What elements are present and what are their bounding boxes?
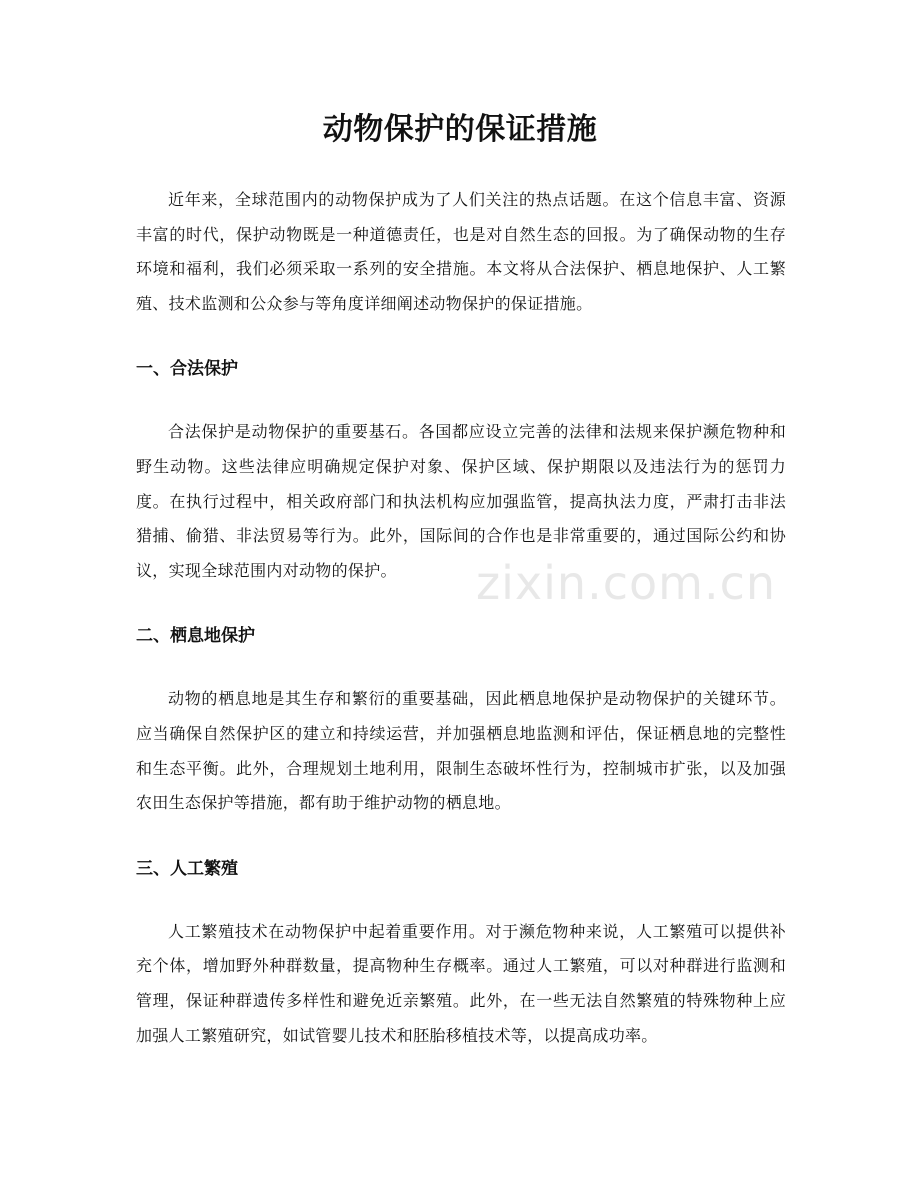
intro-paragraph: 近年来，全球范围内的动物保护成为了人们关注的热点话题。在这个信息丰富、资源丰富的时代，保护动物既是一种道德责任，也是对自然生态的回报。为了确保动物的生存环境和福利，我们必须采取一系列的安全措施。本文将从合法保护、栖息地保护、人工繁殖、技术监测和公众参与等角度详细阐述动物保护的保证措施。 [136,190,786,313]
document-body [136,183,786,1053]
document-title: 动物保护的保证措施 [322,112,598,147]
section-body-breeding: 人工繁殖技术在动物保护中起着重要作用。对于濒危物种来说，人工繁殖可以提供补充个体，增加野外种群数量，提高物种生存概率。通过人工繁殖，可以对种群进行监测和管理，保证种群遗传多样性和避免近亲繁殖。此外，在一些无法自然繁殖的特殊物种上应加强人工繁殖研究，如试管婴儿技术和胚胎移植技术等，以提高成功率。 [136,921,786,1045]
section-heading-breeding: 三、人工繁殖 [136,858,238,879]
section-heading-habitat: 二、栖息地保护 [136,626,255,647]
watermark: zixin.com.cn [476,556,777,610]
section-body-habitat: 动物的栖息地是其生存和繁衍的重要基础，因此栖息地保护是动物保护的关键环节。应当确保自然保护区的建立和持续运营，并加强栖息地监测和评估，保证栖息地的完整性和生态平衡。此外，合理规划土地利用，限制生态破坏性行为，控制城市扩张，以及加强农田生态保护等措施，都有助于维护动物的栖息地。 [136,689,786,813]
section-heading-legal: 一、合法保护 [136,359,238,380]
section-body-legal: 合法保护是动物保护的重要基石。各国都应设立完善的法律和法规来保护濒危物种和野生动物。这些法律应明确规定保护对象、保护区域、保护期限以及违法行为的惩罚力度。在执行过程中，相关政府部门和执法机构应加强监管，提高执法力度，严肃打击非法猎捕、偷猎、非法贸易等行为。此外，国际间的合作也是非常重要的，通过国际公约和协议，实现全球范围内对动物的保护。 [136,422,786,580]
